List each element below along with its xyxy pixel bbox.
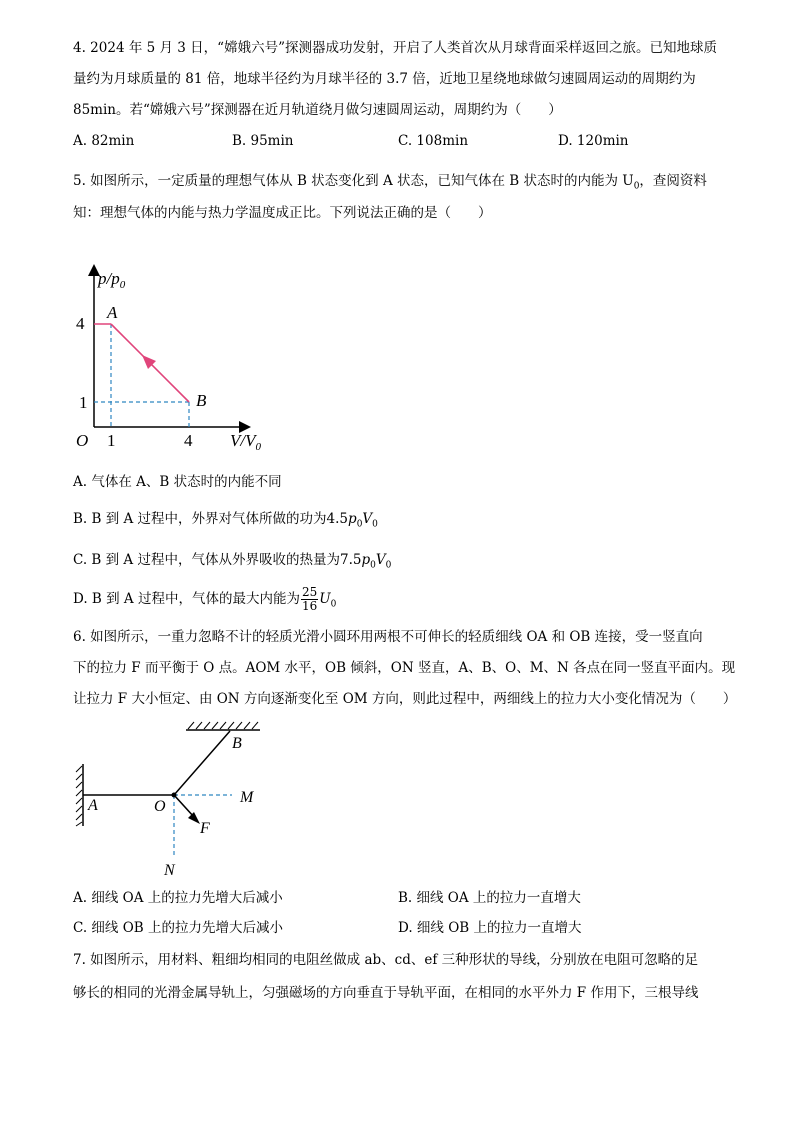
y-axis-label: $p/p_0$ [98,269,126,291]
q6-option-c: C. 细线 OB 上的拉力先增大后减小 [73,920,284,936]
q5-option-c-p-sub: 0 [370,560,376,571]
q5-option-c-v-sub: 0 [385,560,392,571]
q5-line-1-text: 5. 如图所示，一定质量的理想气体从 B 状态变化到 A 状态，已知气体在 B 状态时的内能为 U [73,173,634,189]
q7-line-2: 够长的相同的光滑金属导轨上，匀强磁场的方向垂直于导轨平面，在相同的水平外力 F 作用下，三根导线 [73,985,699,1001]
q4-option-d: D. 120min [558,133,629,149]
q4-option-b: B. 95min [232,133,294,149]
q5-option-b-p: p [348,511,357,527]
fraction-denominator: 16 [301,599,318,613]
force-f-arrow-icon [188,812,200,824]
q5-line-1-tail: ，查阅资料 [639,173,707,189]
q5-option-c-value: 7.5 [339,552,362,568]
q5-option-c [73,550,391,576]
q6-option-a: A. 细线 OA 上的拉力先增大后减小 [73,890,283,906]
q6-line-2: 下的拉力 F 而平衡于 O 点。AOM 水平，OB 倾斜，ON 竖直，A、B、O、M、N 各点在同一竖直平面内。现 [73,660,736,676]
q6-line-1: 6. 如图所示，一重力忽略不计的轻质光滑小圆环用两根不可伸长的轻质细线 OA 和 OB 连接，受一竖直向 [73,629,703,645]
q6-option-d: D. 细线 OB 上的拉力一直增大 [398,920,582,936]
q5-option-d-fraction [301,586,318,613]
q5-option-b-text: B. B 到 A 过程中，外界对气体所做的功为 [73,511,327,527]
q4-option-c: C. 108min [398,133,469,149]
point-a-label: A [107,303,118,322]
tick-y-1: 1 [79,393,88,412]
ring-point [172,793,177,798]
point-b-label: B [196,391,207,410]
label-m: M [240,789,254,806]
origin-label: O [76,431,89,450]
q5-option-a: A. 气体在 A、B 状态时的内能不同 [73,474,282,490]
tick-x-1: 1 [107,431,116,450]
q6-option-b: B. 细线 OA 上的拉力一直增大 [398,890,581,906]
q5-option-b-v: V [362,511,373,527]
label-a: A [88,797,98,814]
x-axis-label: $V/V_0$ [230,431,261,452]
label-f: F [200,820,210,837]
q5-option-b [73,509,378,535]
label-o: O [154,798,166,815]
q6-line-3: 让拉力 F 大小恒定、由 ON 方向逐渐变化至 OM 方向，则此过程中，两细线上的拉力大小变化情况为（ ） [73,691,737,707]
wall-hatch [76,766,82,826]
q4-line-1: 4. 2024 年 5 月 3 日，“嫦娥六号”探测器成功发射，开启了人类首次从月球背面采样返回之旅。已知地球质 [73,40,717,56]
ceiling-hatch [188,722,258,729]
label-n: N [164,862,175,879]
tick-x-4: 4 [184,431,193,450]
q4-option-a: A. 82min [73,133,135,149]
q5-option-b-p-sub: 0 [356,519,363,530]
tick-y-4: 4 [76,314,85,333]
q5-option-d-text: D. B 到 A 过程中，气体的最大内能为 [73,591,300,607]
force-f-line [174,795,194,817]
q4-line-2: 量约为月球质量的 81 倍，地球半径约为月球半径的 3.7 倍，近地卫星绕地球做匀速圆周运动的周期约为 [73,71,696,87]
q5-option-d-u: U [319,591,331,607]
q5-option-c-text: C. B 到 A 过程中，气体从外界吸收的热量为 [73,552,340,568]
string-ob [174,731,230,795]
q5-option-c-v: V [375,552,386,568]
q4-line-3: 85min。若“嫦娥六号”探测器在近月轨道绕月做匀速圆周运动，周期约为（ ） [73,102,562,118]
q5-u0-sub: 0 [633,181,640,192]
force-diagram [70,718,280,883]
q7-line-1: 7. 如图所示，用材料、粗细均相同的电阻丝做成 ab、cd、ef 三种形状的导线，分别放在电阻可忽略的足 [73,952,699,968]
q5-option-b-value: 4.5 [326,511,349,527]
q5-option-d-u-sub: 0 [330,599,337,610]
q5-line-1 [73,171,707,197]
label-b: B [232,735,242,752]
q5-line-2: 知：理想气体的内能与热力学温度成正比。下列说法正确的是（ ） [73,205,492,221]
q5-option-c-p: p [361,552,371,568]
pv-graph [70,262,290,452]
fraction-numerator: 25 [301,585,318,599]
q5-option-b-v-sub: 0 [372,519,378,530]
q5-option-d [73,584,336,620]
